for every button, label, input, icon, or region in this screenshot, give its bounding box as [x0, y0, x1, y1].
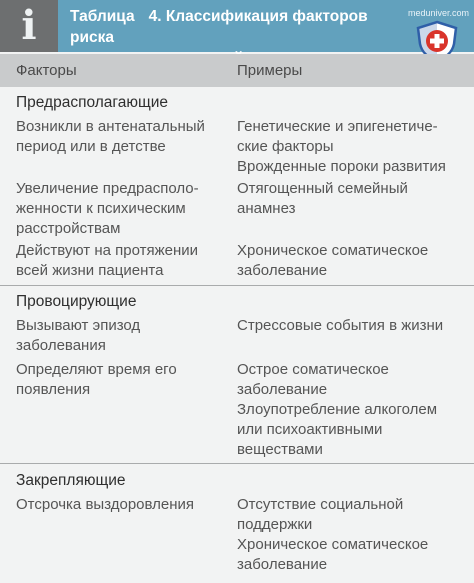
example-cell: [237, 179, 465, 219]
section-divider: [0, 463, 474, 464]
section-title-maintaining: Закрепляющие: [16, 472, 126, 489]
text-line: женности к психическим: [16, 200, 186, 217]
table-label: Таблица: [70, 8, 135, 25]
text-line: Увеличение предрасполо-: [16, 180, 199, 197]
info-icon: i: [0, 0, 58, 52]
example-cell: [237, 316, 465, 336]
text-line: Отягощенный семейный: [237, 180, 408, 197]
text-line: Острое соматическое: [237, 361, 389, 378]
text-line: анамнез: [237, 200, 296, 217]
text-line: Врожденные пороки развития: [237, 158, 446, 175]
text-line: Возникли в антенатальный: [16, 118, 205, 135]
text-line: Злоупотребление алкоголем: [237, 401, 438, 418]
text-line: Действуют на протяжении: [16, 242, 199, 259]
text-line: Стрессовые события в жизни: [237, 317, 444, 334]
text-line: Отсрочка выздоровления: [16, 496, 195, 513]
text-line: заболевание: [237, 381, 328, 398]
text-line: заболевания: [16, 337, 106, 354]
factor-cell: [16, 117, 228, 157]
example-cell: [237, 360, 465, 460]
factor-cell: [16, 241, 228, 281]
title-line-1: 4. Классификация факторов риска: [70, 8, 368, 46]
section-title-predisposing: Предрасполагающие: [16, 94, 169, 111]
factor-cell: [16, 316, 228, 356]
text-line: всей жизни пациента: [16, 262, 164, 279]
text-line: или психоактивными: [237, 421, 383, 438]
column-header-row: [0, 54, 474, 87]
column-header-factors: Факторы: [16, 62, 77, 79]
section-divider: [0, 285, 474, 286]
text-line: Генетические и эпигенетиче-: [237, 118, 438, 135]
text-line: Отсутствие социальной: [237, 496, 404, 513]
example-cell: [237, 117, 465, 177]
example-cell: [237, 495, 465, 575]
text-line: ские факторы: [237, 138, 334, 155]
section-title-provoking: Провоцирующие: [16, 293, 137, 310]
factor-cell: [16, 360, 228, 400]
text-line: Определяют время его: [16, 361, 177, 378]
text-line: поддержки: [237, 516, 313, 533]
watermark: meduniver.com: [408, 8, 470, 18]
text-line: период или в детстве: [16, 138, 166, 155]
text-line: Хроническое соматическое: [237, 242, 429, 259]
text-line: расстройствам: [16, 220, 121, 237]
column-header-examples: Примеры: [237, 62, 303, 79]
factor-cell: [16, 495, 228, 515]
text-line: появления: [16, 381, 91, 398]
text-line: Хроническое соматическое: [237, 536, 429, 553]
factor-cell: [16, 179, 228, 239]
text-line: веществами: [237, 441, 323, 458]
table-header: [0, 0, 474, 52]
text-line: заболевание: [237, 262, 328, 279]
text-line: заболевание: [237, 556, 328, 573]
example-cell: [237, 241, 465, 281]
text-line: Вызывают эпизод: [16, 317, 141, 334]
